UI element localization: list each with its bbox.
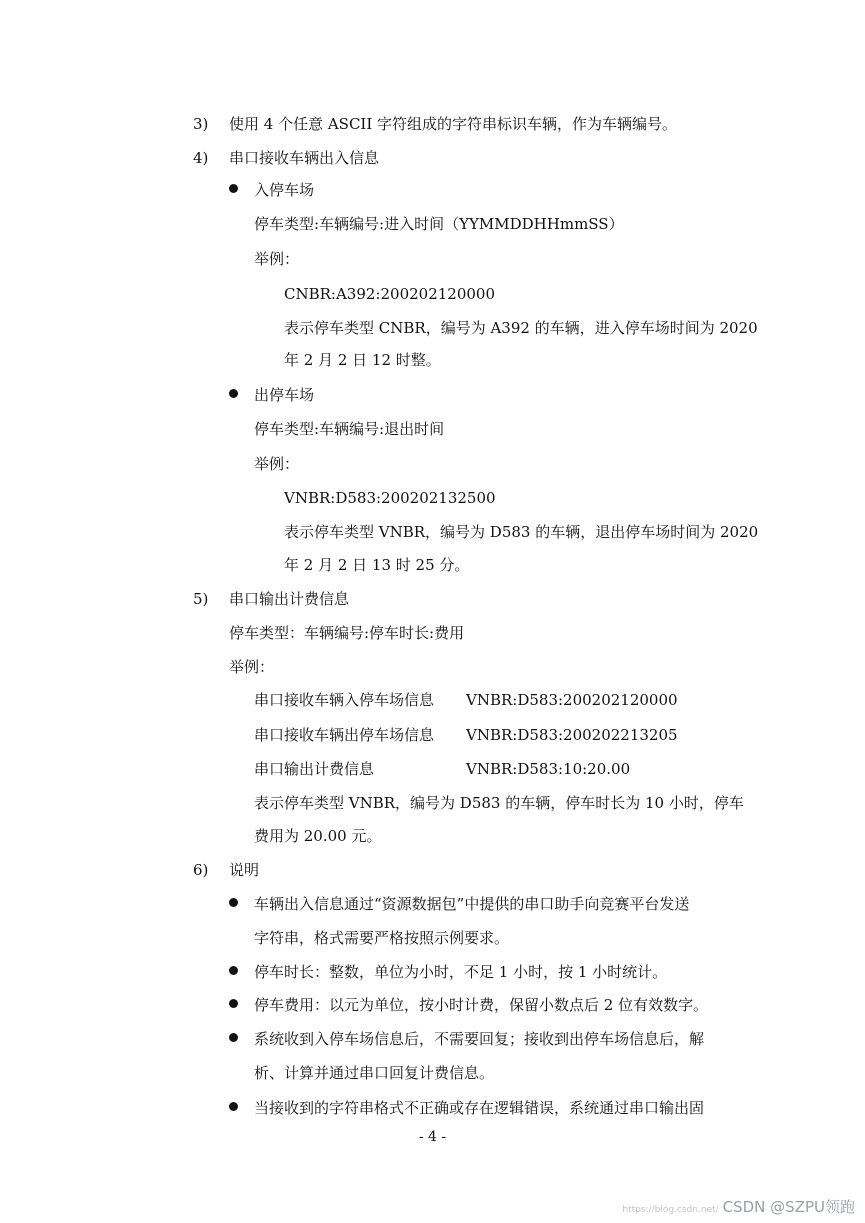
billing-desc-line1: 表示停车类型 VNBR，编号为 D583 的车辆，停车时长为 10 小时，停车 (254, 794, 744, 812)
billing-desc-line2: 费用为 20.00 元。 (254, 827, 382, 845)
item-number-4: 4) (193, 149, 209, 167)
note-4-line2: 析、计算并通过串口回复计费信息。 (254, 1064, 495, 1082)
watermark (622, 1196, 855, 1217)
bullet-icon (229, 966, 238, 975)
example-row-label: 串口接收车辆入停车场信息 (254, 691, 435, 709)
item-6-text: 说明 (229, 861, 260, 879)
enter-title: 入停车场 (254, 181, 315, 199)
note-1-line1: 车辆出入信息通过“资源数据包”中提供的串口助手向竞赛平台发送 (254, 895, 690, 913)
exit-title: 出停车场 (254, 386, 315, 404)
note-5: 当接收到的字符串格式不正确或存在逻辑错误，系统通过串口输出固 (254, 1099, 705, 1117)
item-number-5: 5) (193, 590, 209, 608)
exit-desc-line2: 年 2 月 2 日 13 时 25 分。 (284, 556, 470, 574)
exit-example: VNBR:D583:200202132500 (284, 489, 496, 507)
bullet-icon (229, 1102, 238, 1111)
bullet-icon (229, 389, 238, 398)
bullet-icon (229, 184, 238, 193)
watermark-text: CSDN @SZPU领跑 (722, 1198, 855, 1216)
billing-format: 停车类型：车辆编号:停车时长:费用 (229, 624, 465, 642)
exit-example-label: 举例： (254, 455, 300, 473)
bullet-icon (229, 999, 238, 1008)
enter-example-label: 举例： (254, 250, 300, 268)
example-row-label: 串口接收车辆出停车场信息 (254, 726, 435, 744)
enter-format: 停车类型:车辆编号:进入时间（YYMMDDHHmmSS） (254, 215, 624, 233)
watermark-url: https://blog.csdn.net/ (622, 1205, 719, 1215)
note-3: 停车费用：以元为单位，按小时计费，保留小数点后 2 位有效数字。 (254, 996, 709, 1014)
page-number: - 4 - (418, 1129, 447, 1145)
exit-format: 停车类型:车辆编号:退出时间 (254, 420, 445, 438)
example-row-label: 串口输出计费信息 (254, 760, 375, 778)
item-number-3: 3) (193, 115, 209, 133)
billing-example-label: 举例： (229, 658, 275, 676)
item-5-text: 串口输出计费信息 (229, 590, 350, 608)
enter-desc-line1: 表示停车类型 CNBR，编号为 A392 的车辆，进入停车场时间为 2020 (284, 319, 758, 337)
enter-example: CNBR:A392:200202120000 (284, 285, 496, 303)
note-4-line1: 系统收到入停车场信息后，不需要回复；接收到出停车场信息后，解 (254, 1030, 705, 1048)
item-4-text: 串口接收车辆出入信息 (229, 149, 380, 167)
item-number-6: 6) (193, 861, 209, 879)
bullet-icon (229, 898, 238, 907)
item-3-text: 使用 4 个任意 ASCII 字符组成的字符串标识车辆，作为车辆编号。 (229, 115, 678, 133)
example-row-value: VNBR:D583:200202213205 (466, 726, 678, 744)
exit-desc-line1: 表示停车类型 VNBR，编号为 D583 的车辆，退出停车场时间为 2020 (284, 523, 759, 541)
example-row-value: VNBR:D583:10:20.00 (466, 760, 631, 778)
enter-desc-line2: 年 2 月 2 日 12 时整。 (284, 351, 441, 369)
note-1-line2: 字符串，格式需要严格按照示例要求。 (254, 929, 510, 947)
note-2: 停车时长：整数，单位为小时，不足 1 小时，按 1 小时统计。 (254, 963, 668, 981)
example-row-value: VNBR:D583:200202120000 (466, 691, 678, 709)
bullet-icon (229, 1033, 238, 1042)
